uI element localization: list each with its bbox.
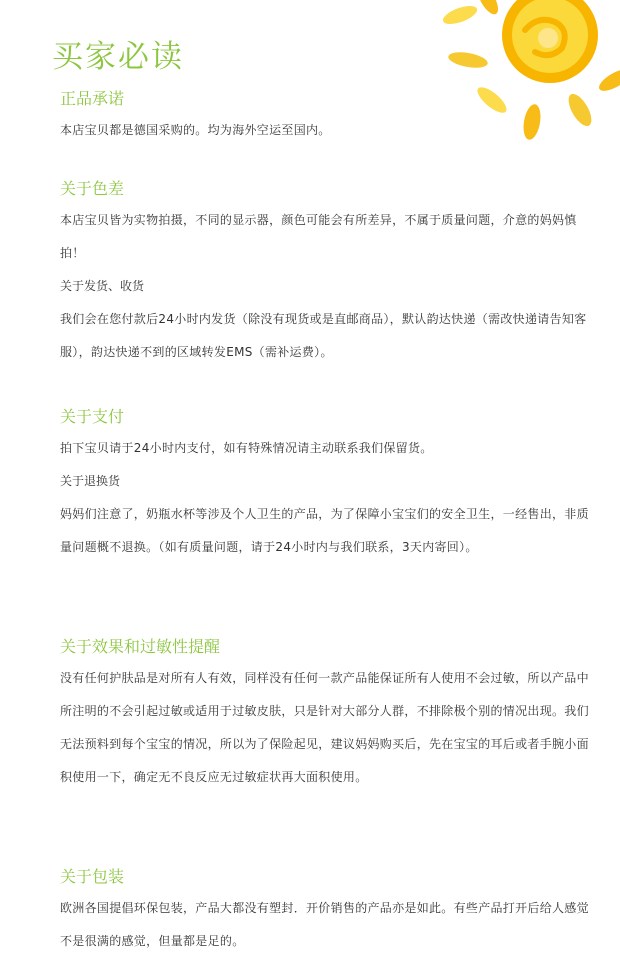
section-paragraph: 欧洲各国提倡环保包装，产品大都没有塑封．开价销售的产品亦是如此。有些产品打开后给人感觉不是很满的感觉，但量都是足的。 xyxy=(60,901,589,948)
section-paragraph: 妈妈们注意了，奶瓶水杯等涉及个人卫生的产品，为了保障小宝宝们的安全卫生，一经售出，非质量问题概不退换。（如有质量问题，请于24小时内与我们联系，3天内寄回）。 xyxy=(60,507,589,554)
section-paragraph: 本店宝贝都是德国采购的。均为海外空运至国内。 xyxy=(60,123,331,137)
section-heading: 关于效果和过敏性提醒 xyxy=(60,637,221,656)
section-paragraph: 本店宝贝皆为实物拍摄，不同的显示器，颜色可能会有所差异，不属于质量问题，介意的妈妈慎拍！ xyxy=(60,213,577,260)
section-payment xyxy=(60,406,590,564)
page-title: 买家必读 xyxy=(52,38,184,75)
sub-label-shipping: 关于发货、收货 xyxy=(60,279,145,293)
section-packaging xyxy=(60,866,590,958)
section-heading: 关于色差 xyxy=(60,179,125,198)
section-heading: 关于支付 xyxy=(60,407,125,426)
section-genuine xyxy=(60,88,590,147)
section-paragraph: 拍下宝贝请于24小时内支付，如有特殊情况请主动联系我们保留货。 xyxy=(60,441,433,455)
sub-label-returns: 关于退换货 xyxy=(60,474,121,488)
section-color-difference xyxy=(60,178,590,369)
section-allergy xyxy=(60,636,590,794)
section-heading: 关于包装 xyxy=(60,867,125,886)
section-paragraph: 没有任何护肤品是对所有人有效，同样没有任何一款产品能保证所有人使用不会过敏，所以产品中所注明的不会引起过敏或适用于过敏皮肤，只是针对大部分人群，不排除极个别的情况出现。我们无法预料到每个宝宝的情况，所以为了保险起见，建议妈妈购买后，先在宝宝的耳后或者手腕小面积使用一下，确定无不良反应无过敏症状再大面积使用。 xyxy=(60,671,589,784)
section-paragraph: 我们会在您付款后24小时内发货（除没有现货或是直邮商品），默认韵达快递（需改快递请告知客服），韵达快递不到的区域转发EMS（需补运费）。 xyxy=(60,312,587,359)
section-heading: 正品承诺 xyxy=(60,89,125,108)
